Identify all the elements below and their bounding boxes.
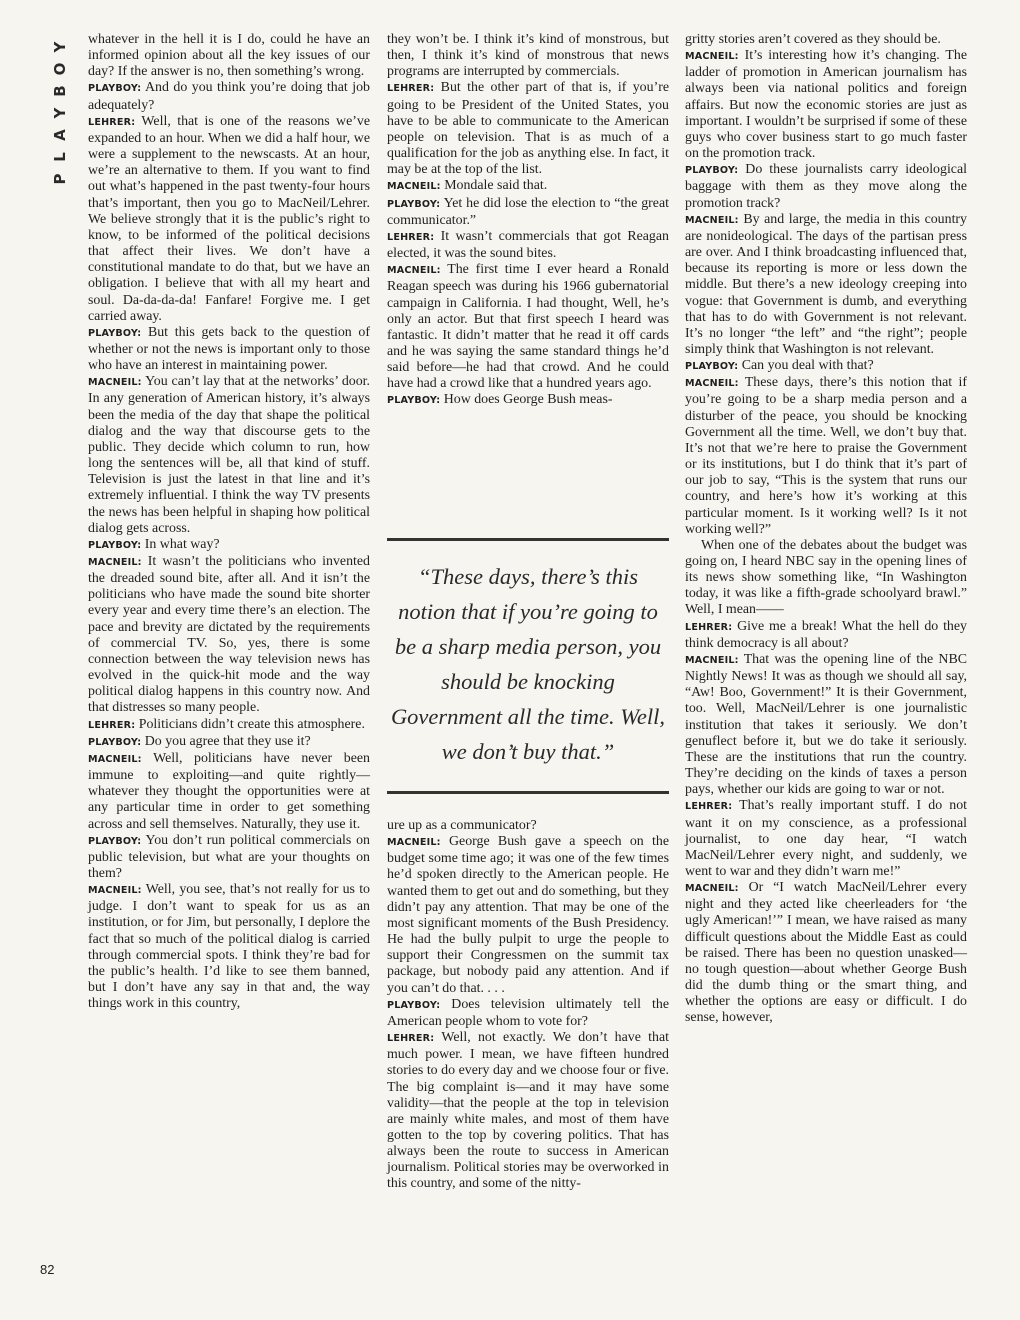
paragraph [88, 114, 370, 325]
paragraph [88, 374, 370, 537]
speaker-label: MACNEIL: [685, 883, 739, 895]
speaker-label: PLAYBOY: [685, 361, 739, 373]
article-column-3 [685, 32, 967, 1027]
paragraph [88, 882, 370, 1012]
paragraph [387, 997, 669, 1030]
masthead-letter: Y [51, 41, 69, 53]
speaker-label: MACNEIL: [387, 837, 441, 849]
masthead-letter: O [51, 62, 69, 76]
masthead-letter: P [51, 173, 69, 185]
paragraph-text: Well, politicians have never been immune to exploiting—and quite rightly—whatever they thought the opportunities were at any particular time in order to get something across and sell themselves. Naturally, they use it. [88, 750, 370, 832]
paragraph-text: But this gets back to the question of whether or not the news is important only to those who have an interest in maintaining power. [88, 324, 370, 374]
paragraph-text: Mondale said that. [440, 178, 548, 194]
speaker-label: LEHRER: [88, 719, 136, 731]
speaker-label: MACNEIL: [88, 557, 142, 568]
paragraph-text: And do you think you’re doing that job adequately? [88, 80, 370, 113]
speaker-label: MACNEIL: [685, 214, 739, 226]
paragraph-text: Do these journalists carry ideological baggage with them as they move along the promotion track? [685, 162, 967, 211]
speaker-label: MACNEIL: [685, 654, 739, 666]
paragraph-text: These days, there’s this notion that if you’re going to be a sharp media person and a disturber of the peace, you should be knocking Government all the time. Well, we don’t buy that. It’s not that we’re here to praise the Government or its institutions, but I do think that it’s part of our job to say, “This is the system that runs our country, and here’s how it’s working at this particular moment. Is it working well? Is it not working well?” [685, 375, 967, 537]
article-column-1 [88, 32, 370, 1012]
masthead-letter: B [51, 85, 69, 97]
paragraph-text: In what way? [141, 536, 220, 552]
speaker-label: MACNEIL: [387, 265, 441, 277]
speaker-label: PLAYBOY: [88, 736, 142, 748]
masthead-letter: Y [51, 107, 69, 119]
paragraph-text: By and large, the media in this country are nonideological. The days of the partisan press are over. And I think broadcasting influenced that, because its reporting is more or less down the middle. But there’s a new ideology creeping into vogue: that Government is dumb, and everything that has to do with Government is not relevant. It’s no longer “the left” and “the right”; people simply think that Washington is not relevant. [685, 211, 967, 357]
paragraph [88, 537, 370, 554]
paragraph [685, 48, 967, 162]
speaker-label: LEHRER: [387, 83, 435, 95]
speaker-label: MACNEIL: [387, 181, 441, 193]
paragraph [88, 554, 370, 717]
paragraph [685, 652, 967, 798]
paragraph [685, 162, 967, 211]
paragraph [685, 798, 967, 880]
paragraph [88, 717, 370, 734]
paragraph-text: Well, you see, that’s not really for us to judge. I don’t want to speak for us as an institution, or for Jim, but personally, I deplore the fact that so much of the political dialog is carried through commercial spots. I think they’re bad for the public’s health. I’d like to see them banned, but I don’t have any say in that and, the way things work in this country, [88, 882, 370, 1012]
speaker-label: PLAYBOY: [88, 327, 142, 339]
paragraph-text: That was the opening line of the NBC Nightly News! It was as though we should all say, “Aw! Boo, Government!” It is their Government, too. Well, MacNeil/Lehrer is one journalistic institution that takes it seriously. We don’t genuflect before it, but we do take it seriously. These are the institutions that run the country. They’re deciding on the kinds of taxes a person pays, whether our kids are going to war or not. [685, 651, 967, 798]
paragraph-text: How does George Bush meas- [440, 392, 613, 408]
speaker-label: PLAYBOY: [685, 165, 739, 177]
paragraph-text: gritty stories aren’t covered as they should be. [685, 32, 941, 47]
speaker-label: PLAYBOY: [387, 999, 441, 1011]
paragraph-text: Give me a break! What the hell do they think democracy is all about? [685, 618, 967, 651]
page-number: 82 [40, 1262, 55, 1277]
paragraph [685, 880, 967, 1026]
paragraph [88, 833, 370, 882]
masthead-letter: L [51, 152, 69, 162]
paragraph [88, 80, 370, 113]
paragraph-text: George Bush gave a speech on the budget some time ago; it was one of the few times he’d spoken directly to the American people. He wanted them to get out and do something, but they didn’t pay any attention. That may be one of the most significant moments of the Bush Presidency. He had the bully pulpit to urge the people to support their Congressmen on the summit tax package, but nobody paid any attention. And if you can’t do that. . . . [387, 834, 669, 996]
paragraph [387, 196, 669, 229]
paragraph [387, 229, 669, 262]
paragraph-text: The first time I ever heard a Ronald Reagan speech was during his 1966 gubernatorial campaign in California. I had thought, Well, he’s only an actor. But that first speech I heard was fantastic. It didn’t matter that he read it off cards and he was saying the same standard things he’d said before—he had that crowd. And he could have had a crowd like that a hundred years ago. [387, 262, 669, 392]
speaker-label: PLAYBOY: [88, 539, 142, 551]
paragraph [685, 358, 967, 375]
pull-quote: “These days, there’s this notion that if you’re going to be a sharp media person, you should be knocking Government all the time. Well, we don’t buy that.” [387, 538, 669, 794]
speaker-label: MACNEIL: [88, 885, 142, 897]
paragraph-text: Does television ultimately tell the American people whom to vote for? [387, 996, 669, 1029]
paragraph [387, 818, 669, 834]
paragraph-text: You can’t lay that at the networks’ door. In any generation of American history, it’s always been the media of the day that shape the political dialog and the way that discourse gets to the public. They decide which column to run, how long the sentences will be, all that kind of stuff. Television is just the latest in that line and it’s extremely influential. I think the way TV presents the news has been helpful in shaping how political dialog gets across. [88, 374, 370, 536]
paragraph [685, 32, 967, 48]
speaker-label: MACNEIL: [88, 377, 142, 389]
paragraph [387, 262, 669, 392]
paragraph-text: It wasn’t the politicians who invented the dreaded sound bite, after all. And it isn’t the politicians who have made the sound bite shorter every year and every time there’s an election. The pace and brevity are dictated by the requirements of commercial TV. So, yes, there is some connection between the way television news has evolved in the quick-hit mode and the way political dialog happens in this country now. And that distresses so many people. [88, 554, 370, 716]
paragraph-text: Do you agree that they use it? [141, 733, 311, 749]
paragraph [685, 212, 967, 358]
paragraph-text: ure up as a communicator? [387, 818, 537, 833]
paragraph-text: Politicians didn’t create this atmosphere. [135, 716, 365, 732]
speaker-label: LEHRER: [88, 116, 136, 128]
paragraph-text: When one of the debates about the budget was going on, I heard NBC say in the opening lines of its news show something like, “In Washington today, it was like a fifth-grade schoolyard brawl.” Well, I mean—— [685, 537, 967, 618]
speaker-label: PLAYBOY: [387, 198, 441, 210]
paragraph-text: whatever in the hell it is I do, could he have an informed opinion about all the key issues of our day? If the answer is no, then something’s wrong. [88, 32, 370, 80]
paragraph [685, 375, 967, 538]
speaker-label: LEHRER: [387, 1033, 435, 1045]
paragraph-text: Can you deal with that? [738, 358, 874, 374]
paragraph [387, 392, 669, 409]
paragraph [88, 734, 370, 751]
speaker-label: PLAYBOY: [387, 395, 441, 407]
paragraph [387, 32, 669, 80]
paragraph-text: Well, that is one of the reasons we’ve expanded to an hour. When we did a half hour, we were a supplement to the newscasts. At an hour, we’re an alternative to them. If you want to find out what’s happened in the past twenty-four hours that’s important, then you go to MacNeil/Lehrer. We believe strongly that it is the public’s right to know, to be informed of the political decisions that affect their lives. We don’t have a constitutional mandate to do that, but we have an obligation. I believe that with all my heart and soul. Da-da-da-da! Fanfare! Forgive me. I get carried away. [88, 113, 370, 324]
paragraph [88, 325, 370, 374]
speaker-label: LEHRER: [387, 231, 435, 243]
paragraph-text: You don’t run political commercials on public television, but what are your thoughts on them? [88, 832, 370, 881]
paragraph-text: Well, not exactly. We don’t have that much power. I mean, we have fifteen hundred stories to do every day and we choose four or five. The big complaint is—and it may have some validity—that the people at the top in television are mainly white males, and most of them have gotten to the top by covering politics. That has always been the route to success in American journalism. Political stories may be overworked in this country, and some of the nitty- [387, 1030, 669, 1192]
paragraph-text: It wasn’t commercials that got Reagan elected, it was the sound bites. [387, 228, 669, 262]
speaker-label: PLAYBOY: [88, 835, 142, 847]
masthead-letter: A [51, 129, 69, 141]
speaker-label: LEHRER: [685, 801, 733, 813]
paragraph-text: That’s really important stuff. I do not want it on my conscience, as a professional journalist, to one day hear, “I watch MacNeil/Lehrer every night, and suddenly, we went to war and they didn’t warn me!” [685, 798, 967, 879]
paragraph [685, 619, 967, 652]
paragraph [88, 32, 370, 80]
article-column-2-bottom [387, 818, 669, 1193]
paragraph [387, 80, 669, 178]
paragraph-text: Yet he did lose the election to “the great communicator.” [387, 195, 669, 228]
speaker-label: MACNEIL: [685, 378, 739, 390]
paragraph [387, 178, 669, 195]
paragraph [88, 751, 370, 833]
paragraph-text: But the other part of that is, if you’re going to be President of the United States, you have to be able to communicate to the American people on television. That is as much of a qualification for the job as anything else. In fact, it may be at the top of the list. [387, 80, 669, 178]
paragraph-text: It’s interesting how it’s changing. The ladder of promotion in American journalism has always been via national politics and foreign affairs. But now the economic stories are just as important. I wouldn’t be surprised if some of these guys who cover business start to go much faster on the promotion track. [685, 48, 967, 162]
paragraph [387, 1030, 669, 1193]
speaker-label: MACNEIL: [685, 51, 739, 63]
paragraph-text: Or “I watch MacNeil/Lehrer every night and they acted like cheerleaders for ‘the ugly American!’” I mean, we have raised as many difficult questions about the Middle East as could be raised. There has been no question unasked—no tough question—about whether George Bush did the dumb thing or the smart thing, and whether the options are easy or difficult. I do sense, however, [685, 880, 967, 1026]
speaker-label: LEHRER: [685, 621, 733, 633]
speaker-label: MACNEIL: [88, 753, 142, 765]
paragraph-text: they won’t be. I think it’s kind of monstrous, but then, I think it’s kind of monstrous that news programs are interrupted by commercials. [387, 32, 669, 80]
magazine-masthead-vertical [50, 36, 70, 190]
speaker-label: PLAYBOY: [88, 83, 142, 95]
paragraph [387, 834, 669, 997]
article-column-2-top [387, 32, 669, 410]
paragraph [685, 538, 967, 619]
